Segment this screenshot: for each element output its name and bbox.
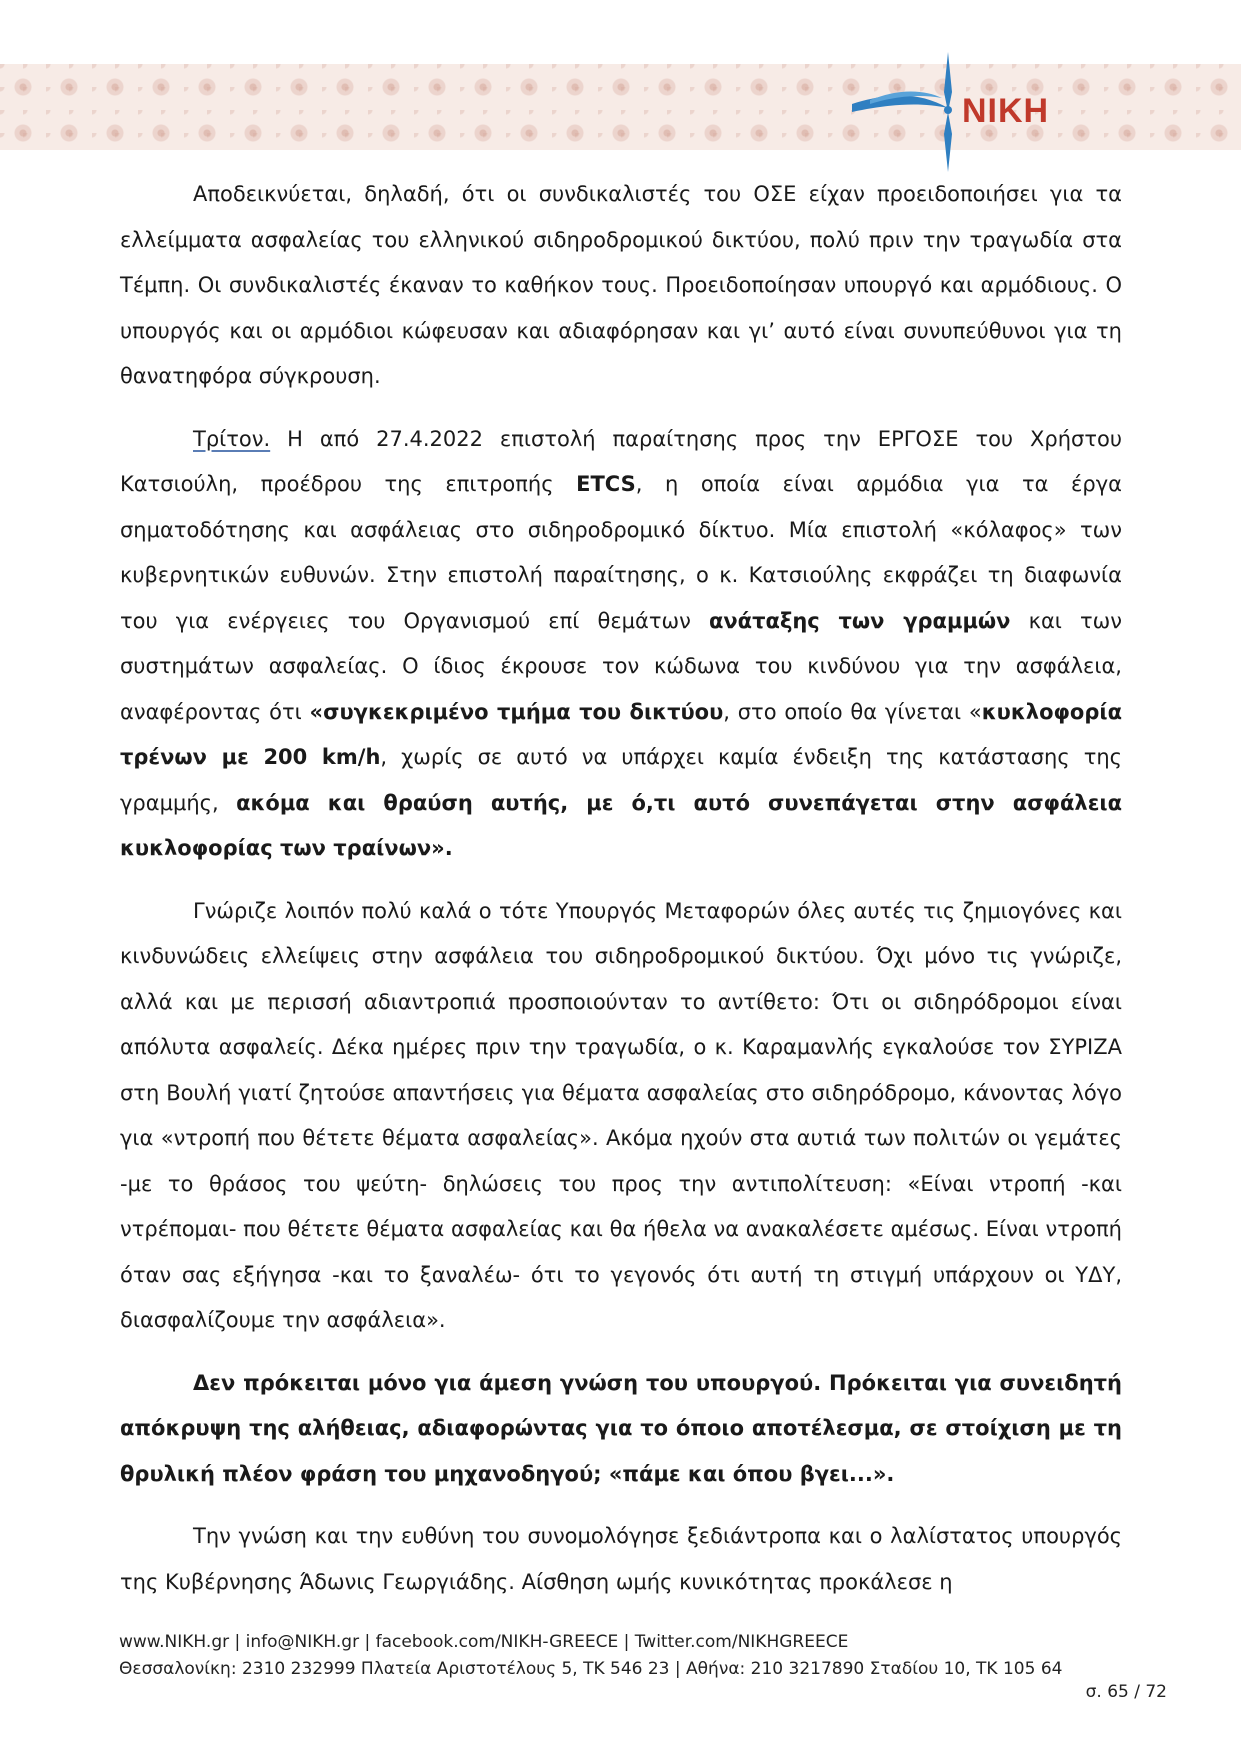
page-number: σ. 65 / 72 <box>1085 1682 1167 1702</box>
text-run: , η οποία είναι αρμόδια για τα έργα σηματοδότησης και ασφάλειας στο σιδηροδρομικό δίκτυο. Μία επιστολή «κόλαφος» των κυβερνητικών ευθυνών. Στην επιστολή παραίτησης, ο κ. Κατσιούλης εκφράζει τη διαφωνία του για ενέργειες του Οργανισμού επί θεμάτων <box>120 472 1122 633</box>
bold-run: ανάταξης των γραμμών <box>708 608 1011 633</box>
text-run: Η από 27.4.2022 επιστολή παραίτησης προς την ΕΡΓΟΣΕ του Χρήστου Κατσιούλη, προέδρου της επιτροπής <box>120 426 1122 496</box>
footer-contacts: www.NIKH.gr | info@NIKH.gr | facebook.com/NIKH-GREECE | Twitter.com/NIKHGREECE <box>119 1632 849 1652</box>
page-footer <box>119 1629 1119 1683</box>
underlined-lead: Τρίτον. <box>193 426 271 451</box>
document-body <box>120 172 1122 1622</box>
bold-run: ακόμα και θραύση αυτής, με ό,τι αυτό συνεπάγεται στην ασφάλεια κυκλοφορίας των τραίνων». <box>120 790 1123 860</box>
paragraph-4-bold: Δεν πρόκειται μόνο για άμεση γνώση του υπουργού. Πρόκειται για συνειδητή απόκρυψη της αλήθειας, αδιαφορώντας για το όποιο αποτέλεσμα, σε στοίχιση με τη θρυλική πλέον φράση του μηχανοδηγού; «πάμε και όπου βγει...». <box>120 1370 1122 1486</box>
footer-addresses: Θεσσαλονίκη: 2310 232999 Πλατεία Αριστοτέλους 5, ΤΚ 546 23 | Αθήνα: 210 3217890 Σταδίου 10, ΤΚ 105 64 <box>119 1659 1063 1679</box>
paragraph-2 <box>120 417 1122 872</box>
paragraph-3: Γνώριζε λοιπόν πολύ καλά ο τότε Υπουργός Μεταφορών όλες αυτές τις ζημιογόνες και κινδυνώδεις ελλείψεις στην ασφάλεια του σιδηροδρομικού δικτύου. Όχι μόνο τις γνώριζε, αλλά και με περισσή αδιαντροπιά προσποιούνταν το αντίθετο: Ότι οι σιδηρόδρομοι είναι απόλυτα ασφαλείς. Δέκα ημέρες πριν την τραγωδία, ο κ. Καραμανλής εγκαλούσε τον ΣΥΡΙΖΑ στη Βουλή γιατί ζητούσε απαντήσεις για θέματα ασφαλείας στο σιδηρόδρομο, κάνοντας λόγο για «ντροπή που θέτετε θέματα ασφαλείας». Ακόμα ηχούν στα αυτιά των πολιτών οι γεμάτες -με το θράσος του ψεύτη- δηλώσεις του προς την αντιπολίτευση: «Είναι ντροπή -και ντρέπομαι- που θέτετε θέματα ασφαλείας και θα ήθελα να ανακαλέσετε αμέσως. Είναι ντροπή όταν σας εξήγησα -και το ξαναλέω- ότι το γεγονός ότι αυτή τη στιγμή υπάρχουν οι ΥΔΥ, διασφαλίζουμε την ασφάλεια». <box>120 898 1122 1332</box>
bold-run: κυκλοφορία τρένων με 200 km/h <box>120 699 1122 769</box>
paragraph-1: Αποδεικνύεται, δηλαδή, ότι οι συνδικαλιστές του ΟΣΕ είχαν προειδοποιήσει για τα ελλείμματα ασφαλείας του ελληνικού σιδηροδρομικού δικτύου, πολύ πριν την τραγωδία στα Τέμπη. Οι συνδικαλιστές έκαναν το καθήκον τους. Προειδοποίησαν υπουργό και αρμόδιους. Ο υπουργός και οι αρμόδιοι κώφευσαν και αδιαφόρησαν και γι’ αυτό είναι συνυπεύθυνοι για τη θανατηφόρα σύγκρουση. <box>120 182 1122 388</box>
text-run: , στο οποίο θα γίνεται « <box>723 699 982 724</box>
text-run: και των συστημάτων ασφαλείας. Ο ίδιος έκρουσε τον κώδωνα του κινδύνου για την ασφάλεια, αναφέροντας ότι <box>120 608 1122 724</box>
logo-wordmark: NIKH <box>962 92 1050 130</box>
bold-run: ETCS <box>576 472 636 496</box>
paragraph-5: Την γνώση και την ευθύνη του συνομολόγησε ξεδιάντροπα και ο λαλίστατος υπουργός της Κυβέρνησης Άδωνις Γεωργιάδης. Αίσθηση ωμής κυνικότητας προκάλεσε η <box>120 1524 1122 1594</box>
text-run: , χωρίς σε αυτό να υπάρχει καμία ένδειξη της κατάστασης της γραμμής, <box>120 745 1122 815</box>
bold-run: «συγκεκριμένο τμήμα του δικτύου <box>309 699 724 724</box>
